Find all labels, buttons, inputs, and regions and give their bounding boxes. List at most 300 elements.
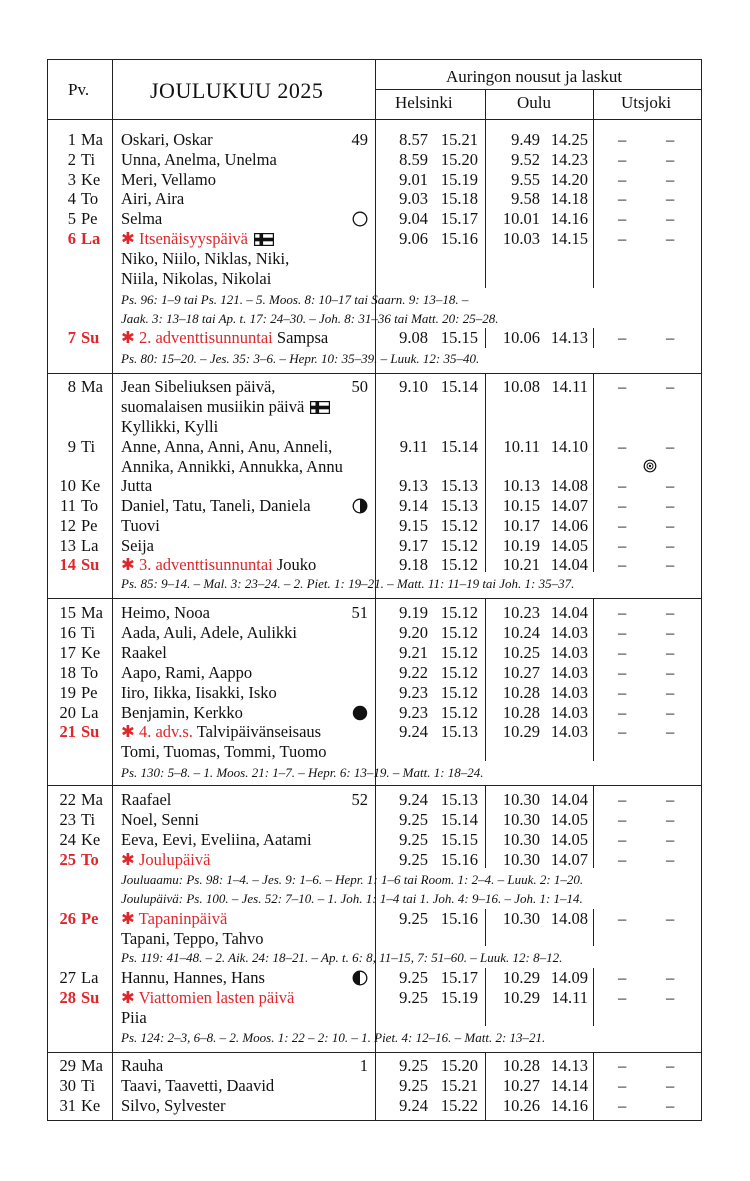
day-number: 7 — [67, 328, 76, 347]
day-row — [48, 1056, 701, 1076]
names-column-rule-end — [375, 1025, 376, 1026]
helsinki-sunrise: 9.24 — [399, 790, 428, 809]
name-day — [121, 437, 332, 457]
utsjoki-sunrise: – — [618, 909, 627, 928]
name-text: Tomi, Tuomas, Tommi, Tuomo — [121, 742, 327, 761]
utsjoki-sunset: – — [666, 536, 675, 555]
day-number: 16 — [59, 623, 76, 642]
week-number: 51 — [351, 603, 368, 622]
day-number: 29 — [59, 1056, 76, 1075]
day-number: 4 — [67, 189, 76, 208]
day-row — [48, 1096, 701, 1116]
sun-column-rule — [593, 598, 594, 761]
name-text: Airi, Aira — [121, 189, 185, 208]
day-number: 26 — [59, 909, 76, 928]
utsjoki-sunrise: – — [618, 683, 627, 702]
helsinki-sunset: 15.12 — [440, 663, 478, 682]
week-number: 50 — [351, 377, 368, 396]
name-text: ✱ Viattomien lasten päivä — [121, 988, 295, 1007]
name-text: Noel, Senni — [121, 810, 199, 829]
weekday: To — [81, 496, 99, 515]
oulu-sunset: 14.16 — [550, 209, 588, 228]
names-column-rule-end — [375, 571, 376, 572]
name-day — [121, 790, 171, 810]
utsjoki-sunrise: – — [618, 722, 627, 741]
helsinki-sunset: 15.15 — [440, 328, 478, 347]
day-number: 15 — [59, 603, 76, 622]
helsinki-sunset: 15.12 — [440, 603, 478, 622]
weekday: La — [81, 968, 99, 987]
name-day — [121, 722, 321, 742]
oulu-sunset: 14.03 — [550, 623, 588, 642]
helsinki-sunrise: 9.25 — [399, 968, 428, 987]
day-number: 8 — [67, 377, 76, 396]
name-text: Heimo, Nooa — [121, 603, 210, 622]
weekday: Ti — [81, 437, 96, 456]
day-number: 25 — [59, 850, 76, 869]
oulu-sunset: 14.20 — [550, 170, 588, 189]
utsjoki-sunrise: – — [618, 663, 627, 682]
name-text: Aapo, Rami, Aappo — [121, 663, 253, 682]
week-number: 1 — [359, 1056, 368, 1075]
name-text: Seija — [121, 536, 154, 555]
helsinki-sunrise: 9.03 — [399, 189, 428, 208]
utsjoki-sunset: – — [666, 496, 675, 515]
day-number: 1 — [67, 130, 76, 149]
sun-column-rule — [485, 598, 486, 761]
day-row — [48, 703, 701, 723]
day-row — [48, 810, 701, 830]
helsinki-sunset: 15.12 — [440, 683, 478, 702]
oulu-sunset: 14.18 — [550, 189, 588, 208]
day-row — [48, 683, 701, 703]
utsjoki-sunset: – — [666, 1096, 675, 1115]
sun-column-rule — [593, 909, 594, 946]
day-row — [48, 968, 701, 988]
utsjoki-sunset: – — [666, 623, 675, 642]
name-text: ✱ Tapaninpäivä — [121, 909, 228, 928]
oulu-sunrise: 10.08 — [502, 377, 540, 396]
utsjoki-sunrise: – — [618, 790, 627, 809]
helsinki-sunrise: 9.10 — [399, 377, 428, 396]
helsinki-sunrise: 9.19 — [399, 603, 428, 622]
scripture-note: Ps. 130: 5–8. – 1. Moos. 21: 1–7. – Hepr. 6: 13–19. – Matt. 1: 18–24. — [121, 765, 484, 780]
week-number: 49 — [351, 130, 368, 149]
week-rule-50 — [48, 373, 701, 374]
name-day — [121, 516, 160, 536]
sun-column-rule — [593, 373, 594, 572]
utsjoki-sunset: – — [666, 328, 675, 347]
day-number: 12 — [59, 516, 76, 535]
utsjoki-sunrise: – — [618, 229, 627, 248]
names-column-rule-end — [375, 760, 376, 761]
oulu-sunset: 14.13 — [550, 328, 588, 347]
weekday: Ti — [81, 150, 96, 169]
oulu-sunset: 14.05 — [550, 830, 588, 849]
name-day — [121, 209, 162, 229]
weekday: Ti — [81, 810, 96, 829]
day-row — [48, 397, 701, 417]
name-day — [121, 397, 330, 417]
oulu-sunset: 14.10 — [550, 437, 588, 456]
day-row — [48, 150, 701, 170]
helsinki-sunrise: 9.25 — [399, 909, 428, 928]
helsinki-sunset: 15.20 — [440, 150, 478, 169]
weekday: Ma — [81, 603, 103, 622]
name-text: Raakel — [121, 643, 167, 662]
name-text: Kyllikki, Kylli — [121, 417, 219, 436]
name-day — [121, 1008, 147, 1028]
day-number: 31 — [59, 1096, 76, 1115]
name-day — [121, 328, 328, 348]
scripture-note: Ps. 119: 41–48. – 2. Aik. 24: 18–21. – Ap. t. 6: 8, 11–15, 7: 51–60. – Luuk. 12: 8–12. — [121, 950, 563, 965]
day-number: 10 — [59, 476, 76, 495]
utsjoki-sunset: – — [666, 229, 675, 248]
utsjoki-sunrise: – — [618, 328, 627, 347]
sun-column-rule — [485, 1052, 486, 1120]
oulu-sunset: 14.23 — [550, 150, 588, 169]
day-number: 30 — [59, 1076, 76, 1095]
first-quarter-icon — [352, 498, 368, 514]
name-text: Jean Sibeliuksen päivä, — [121, 377, 276, 396]
utsjoki-sunrise: – — [618, 377, 627, 396]
name-day — [121, 476, 152, 496]
name-day — [121, 810, 199, 830]
sun-column-rule — [485, 909, 486, 946]
name-text: Unna, Anelma, Unelma — [121, 150, 277, 169]
helsinki-sunrise: 9.04 — [399, 209, 428, 228]
helsinki-sunset: 15.21 — [440, 130, 478, 149]
oulu-sunrise: 10.24 — [502, 623, 540, 642]
weekday: La — [81, 229, 101, 248]
utsjoki-sunrise: – — [618, 988, 627, 1007]
weekday: Ma — [81, 130, 103, 149]
day-row — [48, 328, 701, 348]
utsjoki-sunset: – — [666, 476, 675, 495]
helsinki-sunset: 15.15 — [440, 830, 478, 849]
name-day — [121, 850, 210, 870]
weekday: Su — [81, 722, 100, 741]
day-row — [48, 516, 701, 536]
weekday: La — [81, 703, 99, 722]
name-day — [121, 1076, 274, 1096]
oulu-sunrise: 10.01 — [502, 209, 540, 228]
name-text: Aada, Auli, Adele, Aulikki — [121, 623, 297, 642]
oulu-sunrise: 10.13 — [502, 476, 540, 495]
weekday: To — [81, 850, 99, 869]
month-title: JOULUKUU 2025 — [150, 78, 324, 103]
helsinki-sunrise: 9.24 — [399, 1096, 428, 1115]
weekday: Ke — [81, 1096, 101, 1115]
day-row — [48, 929, 701, 949]
oulu-sunset: 14.05 — [550, 536, 588, 555]
week-rule-52 — [48, 785, 701, 786]
utsjoki-sunrise: – — [618, 170, 627, 189]
name-day — [121, 555, 316, 575]
day-row — [48, 722, 701, 742]
oulu-sunrise: 10.15 — [502, 496, 540, 515]
weekday: Ke — [81, 476, 101, 495]
oulu-sunrise: 10.29 — [502, 968, 540, 987]
utsjoki-sunset: – — [666, 516, 675, 535]
utsjoki-sunset: – — [666, 170, 675, 189]
oulu-sunrise: 10.17 — [502, 516, 540, 535]
oulu-sunset: 14.03 — [550, 722, 588, 741]
moon-phase — [351, 209, 369, 229]
name-day — [121, 909, 227, 929]
day-row — [48, 437, 701, 457]
day-row — [48, 742, 701, 762]
helsinki-sunrise: 9.22 — [399, 663, 428, 682]
helsinki-sunset: 15.12 — [440, 643, 478, 662]
helsinki-sunrise: 9.23 — [399, 703, 428, 722]
oulu-sunrise: 10.30 — [502, 909, 540, 928]
name-day — [121, 536, 154, 556]
pv-header: Pv. — [68, 80, 90, 99]
utsjoki-sunrise: – — [618, 555, 627, 574]
helsinki-sunrise: 9.23 — [399, 683, 428, 702]
sun-column-rule — [485, 968, 486, 1026]
day-number: 9 — [67, 437, 76, 456]
oulu-sunset: 14.11 — [551, 988, 588, 1007]
helsinki-sunrise: 8.59 — [399, 150, 428, 169]
name-text: Taavi, Taavetti, Daavid — [121, 1076, 275, 1095]
oulu-sunset: 14.07 — [550, 850, 588, 869]
scripture-note: Ps. 85: 9–14. – Mal. 3: 23–24. – 2. Piet. 1: 19–21. – Matt. 11: 11–19 tai Joh. 1: 35–37. — [121, 576, 575, 591]
moon-phase — [351, 703, 369, 723]
day-number: 3 — [67, 170, 76, 189]
name-day — [121, 249, 289, 269]
name-day — [121, 496, 311, 516]
moon-phase — [351, 496, 369, 516]
day-row — [48, 209, 701, 229]
day-number: 14 — [59, 555, 76, 574]
utsjoki-sunset: – — [666, 663, 675, 682]
name-text: suomalaisen musiikin päivä — [121, 397, 305, 416]
scripture-note: Ps. 80: 15–20. – Jes. 35: 3–6. – Hepr. 10: 35–39. – Luuk. 12: 35–40. — [121, 351, 480, 366]
sun-column-rule — [485, 373, 486, 572]
oulu-sunset: 14.06 — [550, 516, 588, 535]
helsinki-sunrise: 9.25 — [399, 850, 428, 869]
name-day — [121, 189, 184, 209]
polar-night-icon — [643, 459, 657, 473]
helsinki-sunrise: 8.57 — [399, 130, 428, 149]
names-column-rule-end — [375, 287, 376, 288]
name-day — [121, 703, 243, 723]
day-number: 24 — [59, 830, 76, 849]
oulu-sunrise: 10.29 — [502, 988, 540, 1007]
helsinki-sunrise: 9.17 — [399, 536, 428, 555]
week-rule-1 — [48, 1052, 701, 1053]
helsinki-sunset: 15.12 — [440, 555, 478, 574]
sun-column-rule — [485, 785, 486, 868]
helsinki-sunset: 15.14 — [440, 377, 478, 396]
name-text: Meri, Vellamo — [121, 170, 217, 189]
utsjoki-sunrise: – — [618, 1076, 627, 1095]
utsjoki-sunset: – — [666, 790, 675, 809]
names-column-rule-end — [375, 867, 376, 868]
helsinki-sunset: 15.16 — [440, 909, 478, 928]
helsinki-sunrise: 9.25 — [399, 988, 428, 1007]
day-row — [48, 417, 701, 437]
utsjoki-sunrise: – — [618, 703, 627, 722]
utsjoki-sunset: – — [666, 683, 675, 702]
name-extra: Sampsa — [276, 328, 329, 347]
utsjoki-sunrise: – — [618, 603, 627, 622]
oulu-sunrise: 10.27 — [502, 663, 540, 682]
day-row — [48, 909, 701, 929]
col-rule-oulu-head — [593, 89, 594, 119]
day-number: 22 — [59, 790, 76, 809]
weekday: Ma — [81, 1056, 103, 1075]
day-number: 5 — [67, 209, 76, 228]
helsinki-sunrise: 9.01 — [399, 170, 428, 189]
sun-column-rule — [593, 785, 594, 868]
oulu-sunset: 14.04 — [550, 603, 588, 622]
name-text: ✱ Joulupäivä — [121, 850, 211, 869]
name-day — [121, 150, 277, 170]
utsjoki-sunrise: – — [618, 516, 627, 535]
name-text: Hannu, Hannes, Hans — [121, 968, 265, 987]
oulu-sunset: 14.04 — [550, 555, 588, 574]
utsjoki-sunset: – — [666, 603, 675, 622]
helsinki-sunset: 15.19 — [440, 170, 478, 189]
scripture-note: Joulupäivä: Ps. 100. – Jes. 52: 7–10. – 1. Joh. 1: 1–4 tai 1. Joh. 4: 9–16. – Joh. 1: 1–14. — [121, 891, 583, 906]
name-day — [121, 623, 297, 643]
sun-subheader-rule — [375, 89, 701, 90]
name-text: Selma — [121, 209, 163, 228]
name-text: ✱ 4. adv.s. — [121, 722, 193, 741]
scripture-note: Ps. 124: 2–3, 6–8. – 2. Moos. 1: 22 – 2: 10. – 1. Piet. 4: 12–16. – Matt. 2: 13–21. — [121, 1030, 546, 1045]
utsjoki-sunrise: – — [618, 850, 627, 869]
utsjoki-sunset: – — [666, 643, 675, 662]
name-day — [121, 229, 274, 249]
name-day — [121, 170, 216, 190]
oulu-sunset: 14.16 — [550, 1096, 588, 1115]
col-rule-helsinki-head — [485, 89, 486, 119]
oulu-sunset: 14.15 — [550, 229, 588, 248]
day-row — [48, 603, 701, 623]
utsjoki-sunset: – — [666, 988, 675, 1007]
helsinki-sunset: 15.13 — [440, 790, 478, 809]
day-row — [48, 249, 701, 269]
name-day — [121, 1096, 226, 1116]
utsjoki-sunrise: – — [618, 968, 627, 987]
day-number: 20 — [59, 703, 76, 722]
helsinki-sunset: 15.12 — [440, 703, 478, 722]
helsinki-sunrise: 9.21 — [399, 643, 428, 662]
helsinki-sunset: 15.21 — [440, 1076, 478, 1095]
name-day — [121, 377, 275, 397]
new-moon-icon — [352, 705, 368, 721]
day-number: 11 — [60, 496, 76, 515]
day-row — [48, 988, 701, 1008]
name-text: Silvo, Sylvester — [121, 1096, 226, 1115]
finnish-flag-icon — [254, 233, 274, 246]
oulu-sunrise: 10.11 — [503, 437, 540, 456]
day-row — [48, 1076, 701, 1096]
sun-column-rule — [485, 328, 486, 348]
oulu-sunset: 14.08 — [550, 909, 588, 928]
oulu-sunrise: 9.52 — [511, 150, 540, 169]
day-row — [48, 130, 701, 150]
oulu-sunrise: 10.28 — [502, 703, 540, 722]
day-row — [48, 229, 701, 249]
sun-times-title: Auringon nousut ja laskut — [446, 67, 623, 86]
name-text: Annika, Annikki, Annukka, Annu — [121, 457, 343, 476]
weekday: Ti — [81, 1076, 96, 1095]
oulu-sunrise: 10.21 — [502, 555, 540, 574]
utsjoki-sunset: – — [666, 555, 675, 574]
name-day — [121, 130, 213, 150]
weekday: Ke — [81, 830, 101, 849]
utsjoki-sunrise: – — [618, 1056, 627, 1075]
oulu-sunrise: 10.25 — [502, 643, 540, 662]
weekday: Ke — [81, 170, 101, 189]
name-day — [121, 643, 167, 663]
weekday: Ma — [81, 377, 103, 396]
name-text: Anne, Anna, Anni, Anu, Anneli, — [121, 437, 333, 456]
utsjoki-sunset: – — [666, 1076, 675, 1095]
oulu-sunrise: 9.49 — [511, 130, 540, 149]
weekday: Pe — [81, 683, 98, 702]
weekday: La — [81, 536, 99, 555]
utsjoki-sunset: – — [666, 909, 675, 928]
name-text: Niko, Niilo, Niklas, Niki, — [121, 249, 290, 268]
sun-column-rule — [593, 1052, 594, 1120]
utsjoki-sunrise: – — [618, 830, 627, 849]
utsjoki-sunset: – — [666, 810, 675, 829]
day-number: 27 — [59, 968, 76, 987]
utsjoki-sunrise: – — [618, 130, 627, 149]
week-number: 52 — [351, 790, 368, 809]
day-row — [48, 170, 701, 190]
utsjoki-sunrise: – — [618, 1096, 627, 1115]
day-number: 13 — [59, 536, 76, 555]
day-row — [48, 269, 701, 289]
utsjoki-sunrise: – — [618, 150, 627, 169]
name-text: Tapani, Teppo, Tahvo — [121, 929, 264, 948]
city-utsjoki: Utsjoki — [621, 93, 672, 112]
helsinki-sunrise: 9.11 — [399, 437, 428, 456]
header-rule — [48, 119, 701, 120]
helsinki-sunset: 15.14 — [440, 810, 478, 829]
city-helsinki: Helsinki — [395, 93, 453, 112]
utsjoki-sunset: – — [666, 209, 675, 228]
oulu-sunrise: 10.30 — [502, 810, 540, 829]
name-text: ✱ Itsenäisyyspäivä — [121, 229, 249, 248]
utsjoki-sunset: – — [666, 1056, 675, 1075]
oulu-sunrise: 9.55 — [511, 170, 540, 189]
sun-column-rule — [593, 119, 594, 288]
oulu-sunset: 14.03 — [550, 663, 588, 682]
helsinki-sunset: 15.22 — [440, 1096, 478, 1115]
helsinki-sunset: 15.14 — [440, 437, 478, 456]
oulu-sunrise: 10.23 — [502, 603, 540, 622]
finnish-flag-icon — [310, 401, 330, 414]
oulu-sunset: 14.03 — [550, 683, 588, 702]
helsinki-sunrise: 9.20 — [399, 623, 428, 642]
oulu-sunrise: 10.30 — [502, 790, 540, 809]
name-text: Niila, Nikolas, Nikolai — [121, 269, 272, 288]
name-extra: Talvipäivänseisaus — [196, 722, 322, 741]
helsinki-sunset: 15.12 — [440, 623, 478, 642]
utsjoki-sunset: – — [666, 189, 675, 208]
day-row — [48, 830, 701, 850]
name-day — [121, 457, 343, 477]
name-text: Piia — [121, 1008, 147, 1027]
weekday: Su — [81, 555, 100, 574]
